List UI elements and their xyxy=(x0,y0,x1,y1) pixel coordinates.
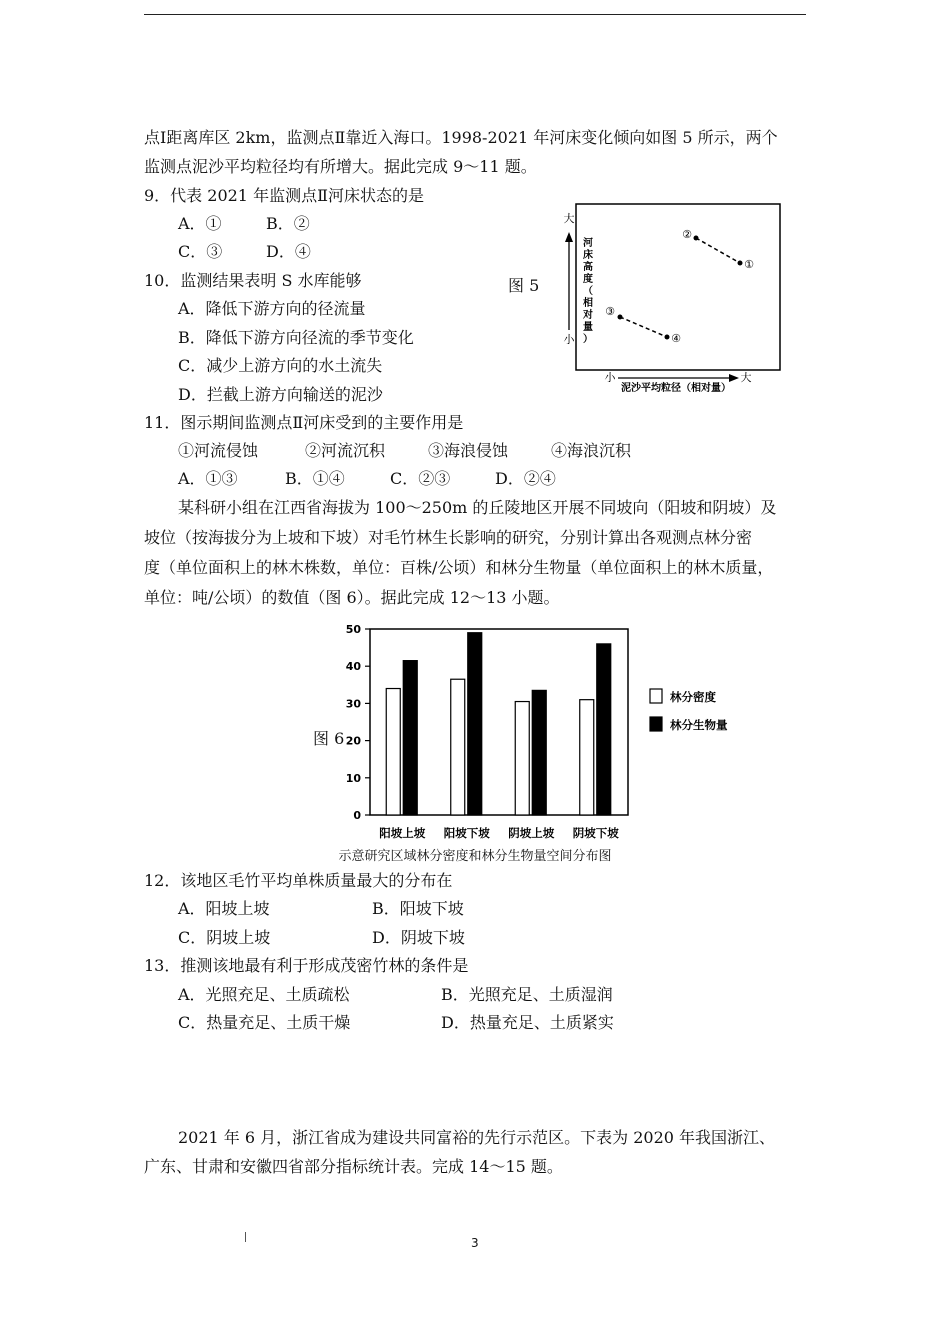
figure5-point-3 xyxy=(618,315,623,320)
q12-stem: 12．该地区毛竹平均单株质量最大的分布在 xyxy=(144,871,453,890)
figure5-x-title: 泥沙平均粒径（相对量） xyxy=(621,383,731,394)
q13-option-c: C．热量充足、土质干燥 xyxy=(178,1013,351,1032)
q12-option-b: B．阳坡下坡 xyxy=(372,899,464,918)
figure5-y-arrowhead xyxy=(565,232,573,242)
y-tick-label: 40 xyxy=(345,660,361,674)
y-title-char: 床 xyxy=(583,250,593,261)
figure6-caption: 示意研究区域林分密度和林分生物量空间分布图 xyxy=(338,849,612,864)
x-category-label: 阳坡下坡 xyxy=(443,826,490,840)
y-title-char: ） xyxy=(583,334,593,345)
y-title-char: 河 xyxy=(583,238,593,249)
figure5-x-big: 大 xyxy=(740,371,752,384)
x-category-label: 阴坡上坡 xyxy=(508,826,555,840)
figure5-x-small: 小 xyxy=(604,371,616,384)
q9-option-a: A．① xyxy=(178,214,222,233)
bar-forest-biomass xyxy=(468,633,482,815)
bar-forest-density xyxy=(386,689,400,815)
figure5-line-2-1 xyxy=(696,238,740,263)
y-tick-label: 20 xyxy=(345,734,361,748)
legend-label: 林分密度 xyxy=(670,690,716,704)
bar-forest-biomass xyxy=(403,661,417,815)
q10-option-a: A．降低下游方向的径流量 xyxy=(178,299,366,318)
figure5-diagram xyxy=(556,200,786,400)
q9-option-d: D．④ xyxy=(266,242,311,261)
y-tick-label: 50 xyxy=(345,623,361,636)
bar-forest-biomass xyxy=(532,690,546,815)
figure6-label: 图 6 xyxy=(313,729,345,748)
figure5-label-4: ④ xyxy=(671,332,681,345)
q11-option-b: B．①④ xyxy=(285,469,345,488)
q9-option-b: B．② xyxy=(266,214,310,233)
q11-option-a: A．①③ xyxy=(178,469,238,488)
q13-stem: 13．推测该地最有利于形成茂密竹林的条件是 xyxy=(144,956,469,975)
bar-forest-density xyxy=(580,700,594,815)
intro-q9-line1: 点Ⅰ距离库区 2km，监测点Ⅱ靠近入海口。1998-2021 年河床变化倾向如图 5 所示，两个 xyxy=(144,128,778,147)
q11-item-4: ④海浪沉积 xyxy=(551,441,632,460)
figure6-bar-chart xyxy=(340,620,760,850)
y-title-char: 量 xyxy=(583,322,593,333)
q13-option-a: A．光照充足、土质疏松 xyxy=(178,985,350,1004)
q10-option-b: B．降低下游方向径流的季节变化 xyxy=(178,328,414,347)
q11-item-2: ②河流沉积 xyxy=(305,441,386,460)
q10-stem: 10．监测结果表明 S 水库能够 xyxy=(144,271,362,290)
figure5-y-title xyxy=(582,236,593,345)
y-title-char: 度 xyxy=(583,274,593,285)
bar-forest-density xyxy=(451,679,465,815)
y-title-char: （ xyxy=(583,286,593,297)
figure5-y-small: 小 xyxy=(563,333,575,346)
q13-option-b: B．光照充足、土质湿润 xyxy=(441,985,613,1004)
legend-swatch xyxy=(650,689,662,703)
figure5-x-arrowhead xyxy=(729,374,739,382)
intro-q12-line1: 某科研小组在江西省海拔为 100～250m 的丘陵地区开展不同坡向（阳坡和阴坡）及 xyxy=(178,498,777,517)
bar-forest-density xyxy=(515,702,529,815)
figure5-label-3: ③ xyxy=(605,305,615,318)
q12-option-a: A．阳坡上坡 xyxy=(178,899,270,918)
intro-q14-line2: 广东、甘肃和安徽四省部分指标统计表。完成 14～15 题。 xyxy=(144,1157,563,1176)
figure5-label-1: ① xyxy=(744,258,754,271)
figure5-label: 图 5 xyxy=(508,276,540,295)
figure5-frame xyxy=(576,204,780,370)
x-category-label: 阴坡下坡 xyxy=(572,826,619,840)
legend-label: 林分生物量 xyxy=(670,718,728,732)
x-category-label: 阳坡上坡 xyxy=(379,826,426,840)
q9-option-c: C．③ xyxy=(178,242,223,261)
q11-option-d: D．②④ xyxy=(495,469,556,488)
q13-option-d: D．热量充足、土质紧实 xyxy=(441,1013,614,1032)
q12-option-d: D．阴坡下坡 xyxy=(372,928,465,947)
q10-option-d: D．拦截上游方向输送的泥沙 xyxy=(178,385,383,404)
figure5-y-big: 大 xyxy=(563,212,575,225)
intro-q12-line3: 度（单位面积上的林木株数，单位：百株/公顷）和林分生物量（单位面积上的林木质量， xyxy=(144,558,774,577)
intro-q12-line2: 坡位（按海拔分为上坡和下坡）对毛竹林生长影响的研究，分别计算出各观测点林分密 xyxy=(144,528,753,547)
q10-option-c: C．减少上游方向的水土流失 xyxy=(178,356,383,375)
q11-stem: 11．图示期间监测点Ⅱ河床受到的主要作用是 xyxy=(144,413,464,432)
figure5-label-2: ② xyxy=(682,228,692,241)
intro-q14-line1: 2021 年 6 月，浙江省成为建设共同富裕的先行示范区。下表为 2020 年我国浙江、 xyxy=(178,1128,776,1147)
y-title-char: 高 xyxy=(583,262,593,273)
q12-option-c: C．阴坡上坡 xyxy=(178,928,271,947)
footer-mark xyxy=(245,1232,246,1242)
page-number: 3 xyxy=(471,1236,479,1250)
y-title-char: 相 xyxy=(583,298,593,309)
figure5-point-2 xyxy=(694,236,699,241)
intro-q9-line2: 监测点泥沙平均粒径均有所增大。据此完成 9～11 题。 xyxy=(144,157,537,176)
q11-option-c: C．②③ xyxy=(390,469,451,488)
figure5-point-1 xyxy=(738,261,743,266)
q9-stem: 9．代表 2021 年监测点Ⅱ河床状态的是 xyxy=(144,186,424,205)
figure5-line-3-4 xyxy=(620,317,667,337)
figure5-point-4 xyxy=(665,335,670,340)
bar-forest-biomass xyxy=(597,644,611,815)
intro-q12-line4: 单位：吨/公顷）的数值（图 6）。据此完成 12～13 小题。 xyxy=(144,588,560,607)
header-rule xyxy=(144,14,806,15)
y-tick-label: 0 xyxy=(353,809,361,822)
y-tick-label: 30 xyxy=(345,697,361,711)
y-title-char: 对 xyxy=(583,310,593,321)
legend-swatch xyxy=(650,717,662,731)
y-tick-label: 10 xyxy=(345,771,361,785)
q11-item-3: ③海浪侵蚀 xyxy=(428,441,509,460)
q11-item-1: ①河流侵蚀 xyxy=(178,441,259,460)
